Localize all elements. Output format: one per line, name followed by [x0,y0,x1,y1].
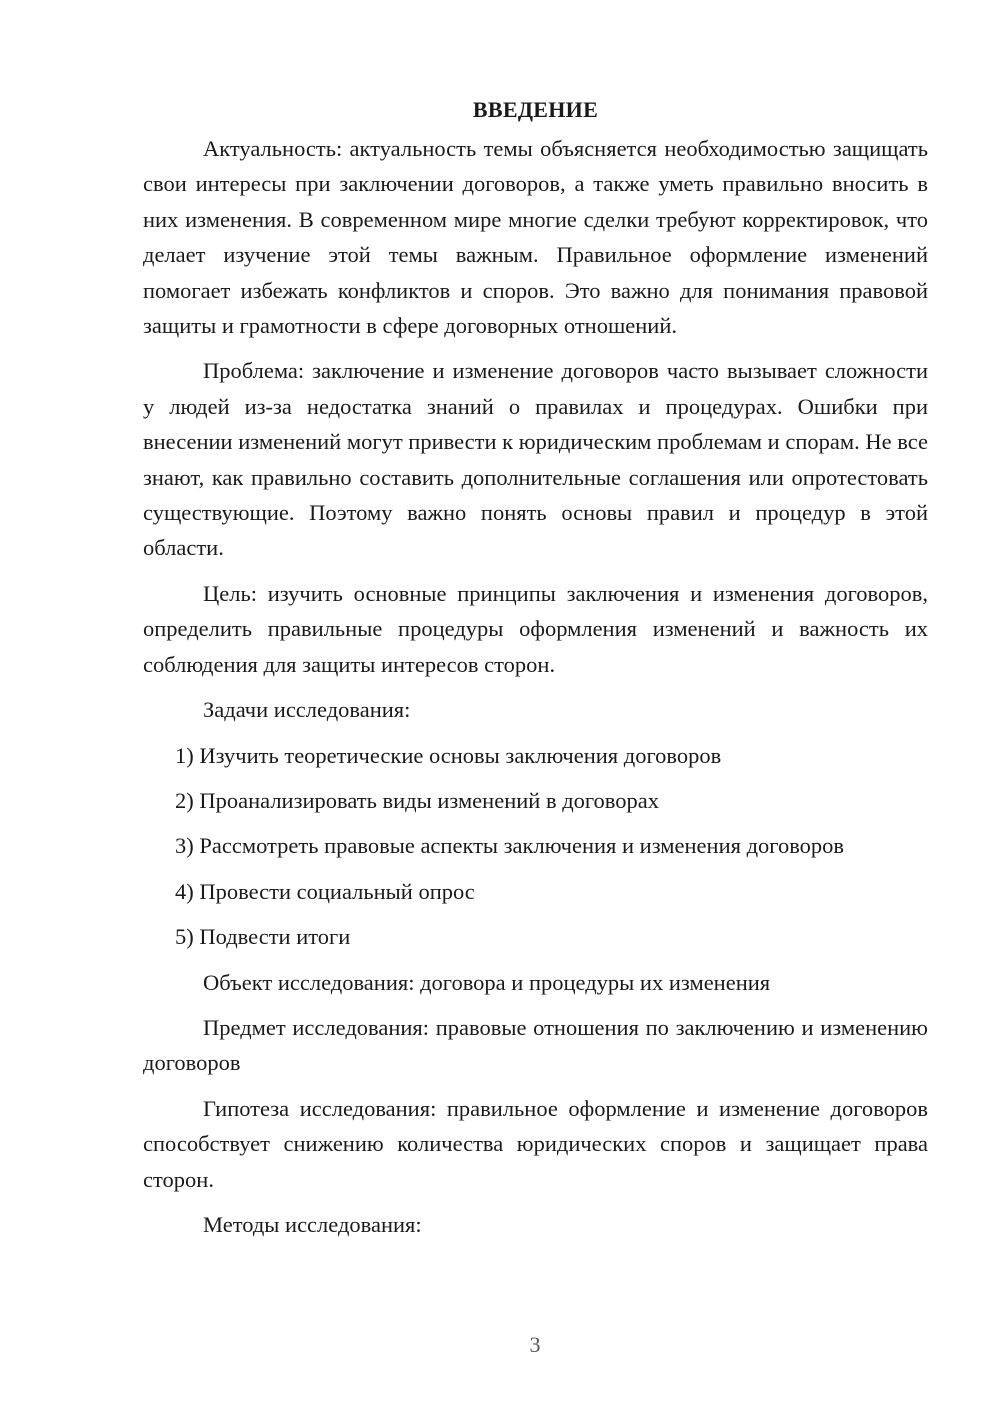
hypothesis-paragraph: Гипотеза исследования: правильное оформление и изменение договоров способствует снижению количества юридических споров и защищает права сторон. [143,1095,928,1192]
task-item: 5) Подвести итоги [175,924,351,950]
methods-heading: Методы исследования: [203,1211,422,1237]
problem-paragraph: Проблема: заключение и изменение договоров часто вызывает сложности у людей из-за недостатка знаний о правилах и процедурах. Ошибки при внесении изменений могут привести к юридическим проблемам и спорам. Не все знают, как правильно составить дополнительные соглашения или опротестовать существующие. Поэтому важно понять основы правил и процедур в этой области. [143,358,928,561]
task-item: 3) Рассмотреть правовые аспекты заключения и изменения договоров [175,833,845,859]
task-item: 1) Изучить теоретические основы заключения договоров [175,742,722,768]
object-paragraph: Объект исследования: договора и процедуры их изменения [203,969,771,995]
goal-paragraph: Цель: изучить основные принципы заключения и изменения договоров, определить правильные процедуры оформления изменений и важность их соблюдения для защиты интересов сторон. [143,580,928,677]
document-page [143,92,928,1252]
task-item: 4) Провести социальный опрос [175,878,475,904]
relevance-paragraph: Актуальность: актуальность темы объясняется необходимостью защищать свои интересы при заключении договоров, а также уметь правильно вносить в них изменения. В современном мире многие сделки требуют корректировок, что делает изучение этой темы важным. Правильное оформление изменений помогает избежать конфликтов и споров. Это важно для понимания правовой защиты и грамотности в сфере договорных отношений. [143,136,928,339]
page-title: ВВЕДЕНИЕ [472,97,599,122]
task-item: 2) Проанализировать виды изменений в договорах [175,787,660,813]
tasks-heading: Задачи исследования: [203,697,411,723]
subject-paragraph: Предмет исследования: правовые отношения по заключению и изменению договоров [143,1014,928,1076]
page-number: 3 [529,1332,541,1357]
tasks-list [143,738,928,955]
